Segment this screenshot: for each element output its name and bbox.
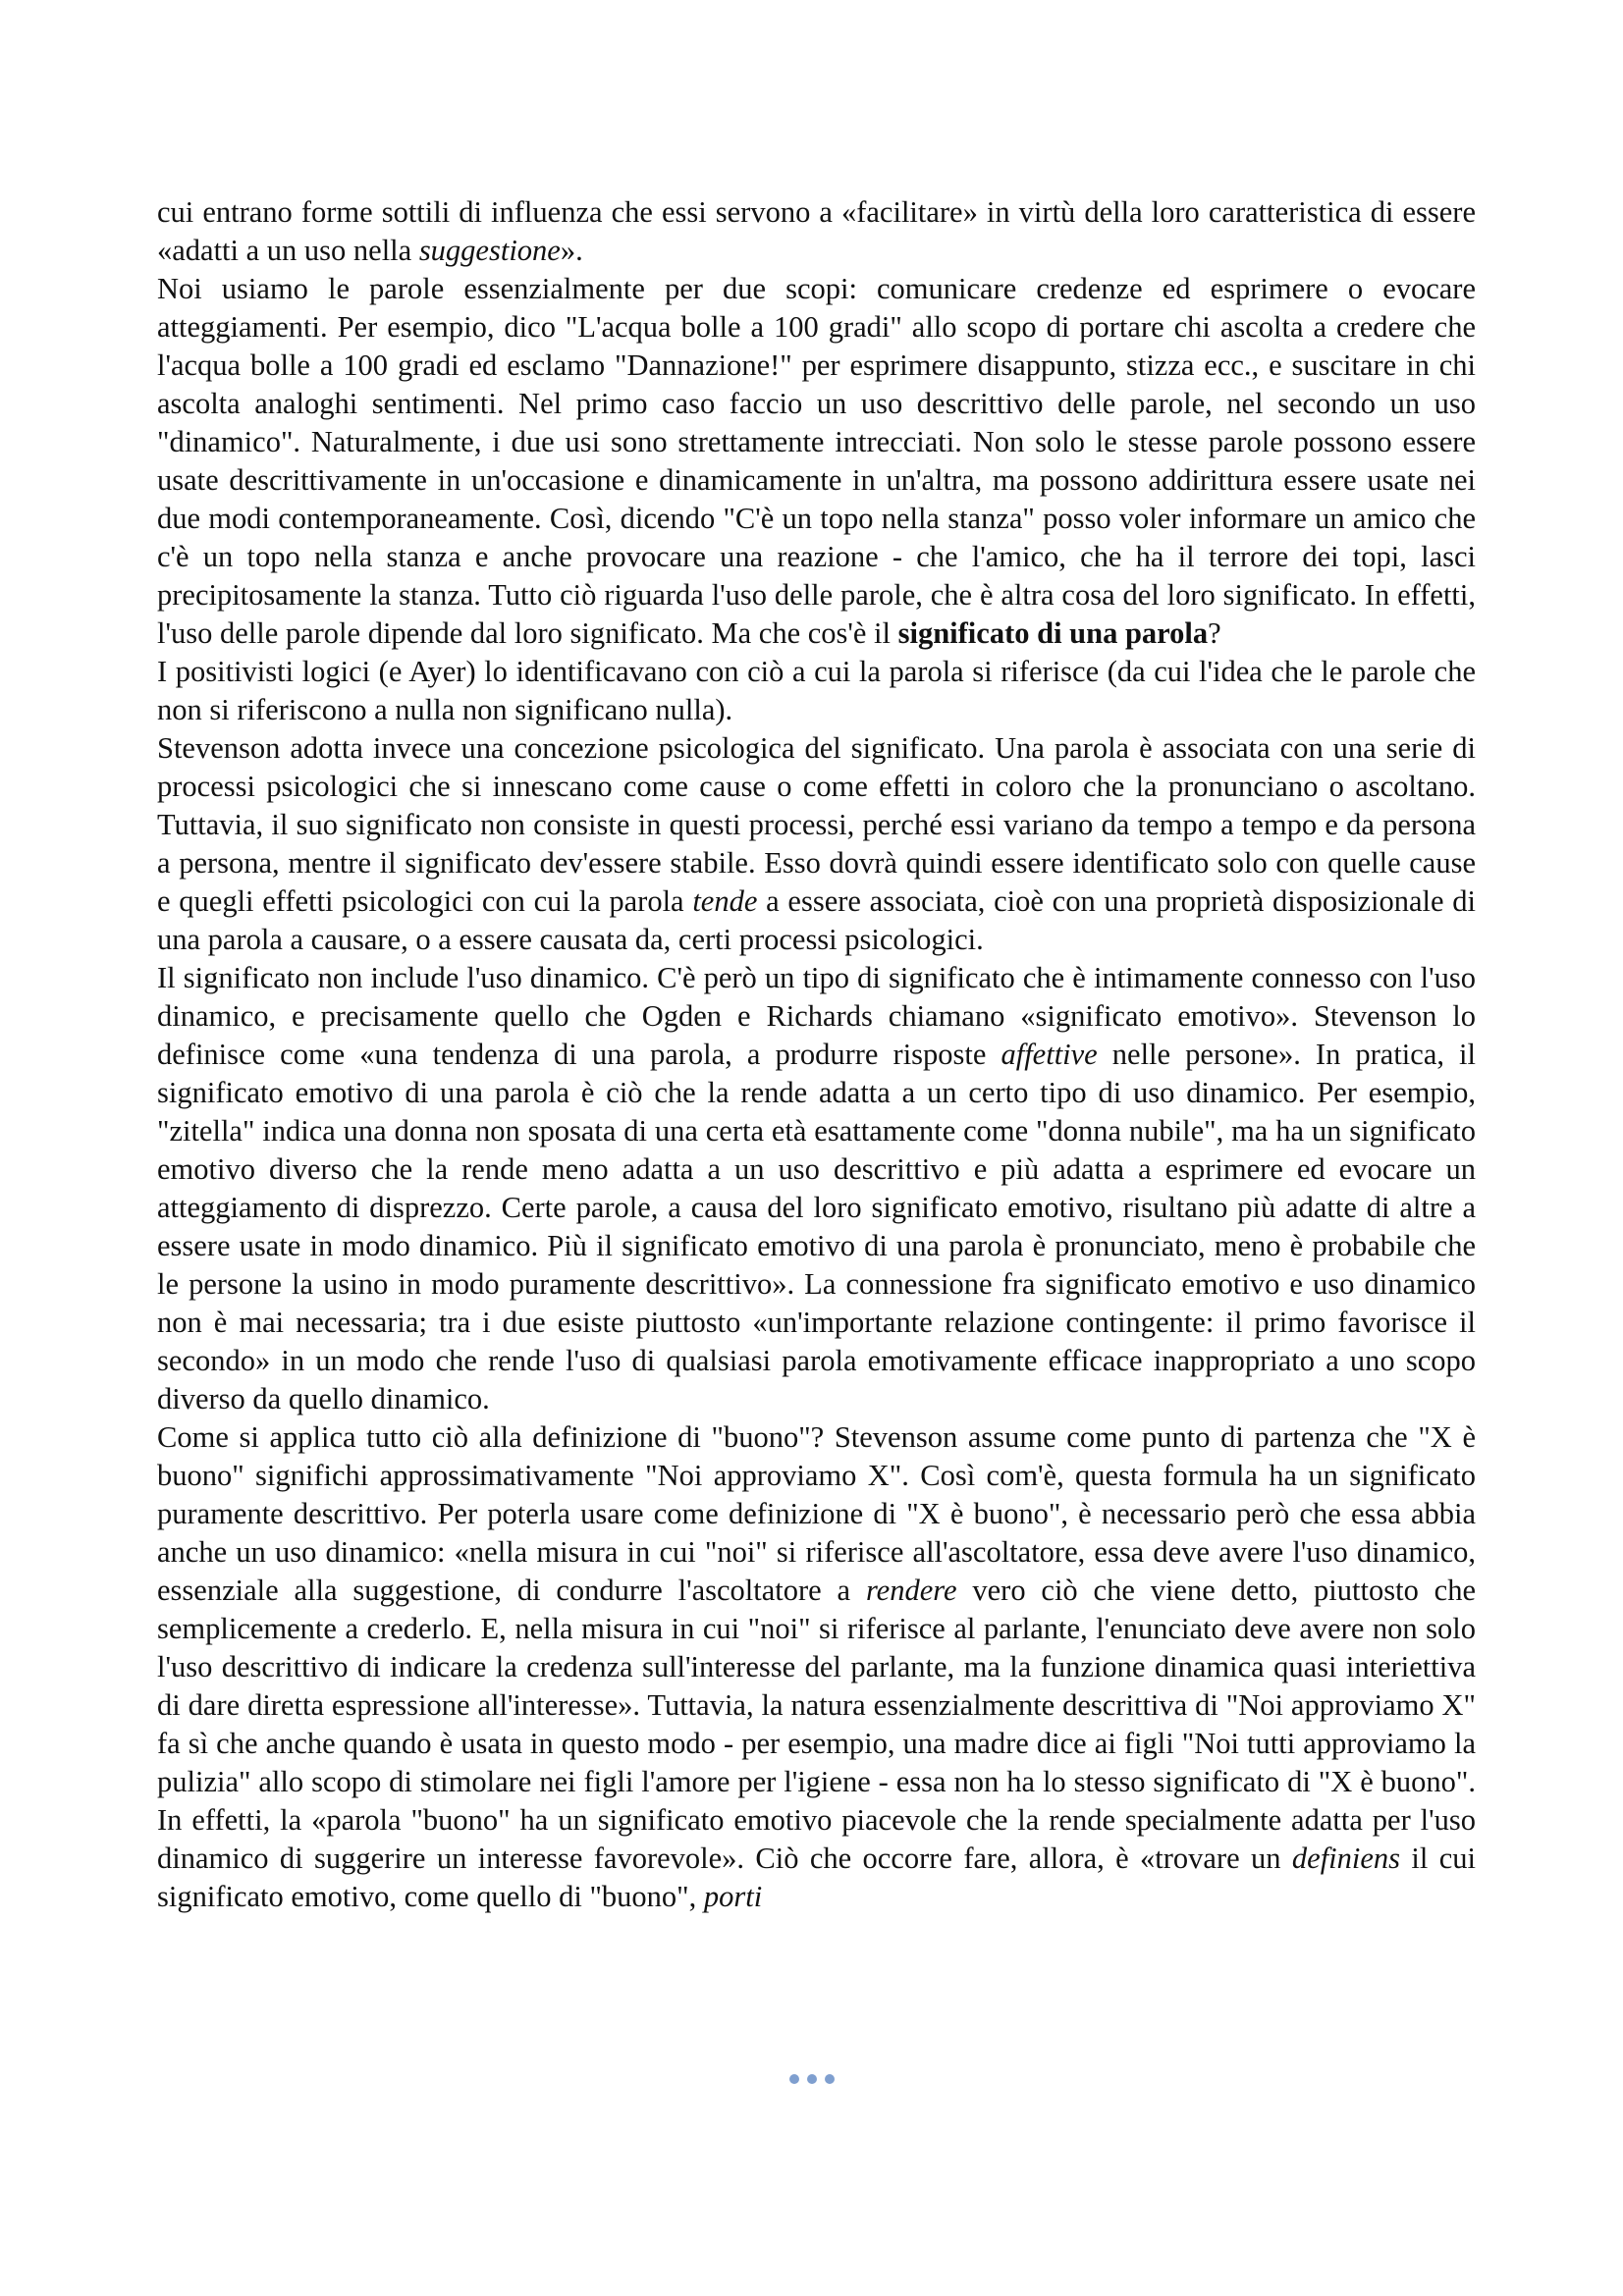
dot-1 xyxy=(789,2074,799,2084)
paragraph-2-bold: significato di una parola xyxy=(897,616,1209,650)
paragraph-1-end: ». xyxy=(560,234,583,267)
paragraph-6-italic-rendere: rendere xyxy=(865,1574,957,1607)
paragraph-2 xyxy=(157,270,1476,653)
paragraph-5-end: nelle persone». In pratica, il significato emotivo di una parola è ciò che la rende adatta a un certo tipo di uso dinamico. Per esempio, "zitella" indica una donna non sposata di una certa età esattamente come "donna nubile", ma ha un significato emotivo diverso che la rende meno adatta a un uso descrittivo e più adatta a esprimere ed evocare un atteggiamento di disprezzo. Certe parole, a causa del loro significato emotivo, risultano più adatte di altre a essere usate in modo dinamico. Più il significato emotivo di una parola è pronunciato, meno è probabile che le persone la usino in modo puramente descrittivo». La connessione fra significato emotivo e uso dinamico non è mai necessaria; tra i due esiste piuttosto «un'importante relazione contingente: il primo favorisce il secondo» in un modo che rende l'uso di qualsiasi parola emotivamente efficace inappropriato a uno scopo diverso da quello dinamico. xyxy=(157,1038,1476,1415)
dot-2 xyxy=(807,2074,817,2084)
paragraph-4-italic: tende xyxy=(692,884,758,918)
paragraph-6 xyxy=(157,1418,1476,1916)
paragraph-6-italic-definiens: definiens xyxy=(1291,1842,1401,1875)
paragraph-3: I positivisti logici (e Ayer) lo identificavano con ciò a cui la parola si riferisce (da cui l'idea che le parole che non si riferiscono a nulla non significano nulla). xyxy=(157,655,1476,726)
paragraph-1-text: cui entrano forme sottili di influenza che essi servono a «facilitare» in virtù della loro caratteristica di essere «adatti a un uso nella xyxy=(157,195,1476,267)
paragraph-5-italic: affettive xyxy=(1001,1038,1098,1071)
paragraph-6-italic-porti: porti xyxy=(703,1880,763,1913)
more-dots-icon xyxy=(0,2071,1623,2091)
paragraph-5-text: Il significato non include l'uso dinamico. C'è però un tipo di significato che è intimamente connesso con l'uso dinamico, e precisamente quello che Ogden e Richards chiamano «significato emotivo». Stevenson lo definisce come «una tendenza di una parola, a produrre risposte xyxy=(157,961,1476,1071)
document-page xyxy=(157,193,1476,1916)
paragraph-6-text-2: vero ciò che viene detto, piuttosto che semplicemente a crederlo. E, nella misura in cui "noi" si riferisce al parlante, l'enunciato deve avere non solo l'uso descrittivo di indicare la credenza sull'interesse del parlante, ma la funzione dinamica quasi interiettiva di dare diretta espressione all'interesse». Tuttavia, la natura essenzialmente descrittiva di "Noi approviamo X" fa sì che anche quando è usata in questo modo - per esempio, una madre dice ai figli "Noi tutti approviamo la pulizia" allo scopo di stimolare nei figli l'amore per l'igiene - essa non ha lo stesso significato di "X è buono". In effetti, la «parola "buono" ha un significato emotivo piacevole che la rende specialmente adatta per l'uso dinamico di suggerire un interesse favorevole». Ciò che occorre fare, allora, è «trovare un xyxy=(157,1574,1476,1875)
paragraph-4 xyxy=(157,729,1476,959)
paragraph-4-text: Stevenson adotta invece una concezione psicologica del significato. Una parola è associata con una serie di processi psicologici che si innescano come cause o come effetti in coloro che la pronunciano o ascoltano. Tuttavia, il suo significato non consiste in questi processi, perché essi variano da tempo a tempo e da persona a persona, mentre il significato dev'essere stabile. Esso dovrà quindi essere identificato solo con quelle cause e quegli effetti psicologici con cui la parola xyxy=(157,731,1476,918)
dot-3 xyxy=(825,2074,835,2084)
paragraph-6-text: Come si applica tutto ciò alla definizione di "buono"? Stevenson assume come punto di partenza che "X è buono" significhi approssimativamente "Noi approviamo X". Così com'è, questa formula ha un significato puramente descrittivo. Per poterla usare come definizione di "X è buono", è necessario però che essa abbia anche un uso dinamico: «nella misura in cui "noi" si riferisce all'ascoltatore, essa deve avere l'uso dinamico, essenziale alla suggestione, di condurre l'ascoltatore a xyxy=(157,1420,1476,1607)
paragraph-4-end: a essere associata, cioè con una proprietà disposizionale di una parola a causare, o a essere causata da, certi processi psicologici. xyxy=(157,884,1477,956)
paragraph-1-italic: suggestione xyxy=(418,234,561,267)
paragraph-5 xyxy=(157,959,1476,1418)
paragraph-1 xyxy=(157,193,1476,270)
paragraph-2-end: ? xyxy=(1208,616,1221,650)
paragraph-2-text: Noi usiamo le parole essenzialmente per due scopi: comunicare credenze ed esprimere o evocare atteggiamenti. Per esempio, dico "L'acqua bolle a 100 gradi" allo scopo di portare chi ascolta a credere che l'acqua bolle a 100 gradi ed esclamo "Dannazione!" per esprimere disappunto, stizza ecc., e suscitare in chi ascolta analoghi sentimenti. Nel primo caso faccio un uso descrittivo delle parole, nel secondo un uso "dinamico". Naturalmente, i due usi sono strettamente intrecciati. Non solo le stesse parole possono essere usate descrittivamente in un'occasione e dinamicamente in un'altra, ma possono addirittura essere usate nei due modi contemporaneamente. Così, dicendo "C'è un topo nella stanza" posso voler informare un amico che c'è un topo nella stanza e anche provocare una reazione - che l'amico, che ha il terrore dei topi, lasci precipitosamente la stanza. Tutto ciò riguarda l'uso delle parole, che è altra cosa del loro significato. In effetti, l'uso delle parole dipende dal loro significato. Ma che cos'è il xyxy=(157,272,1476,650)
paragraph-6-text-3: il cui significato emotivo, come quello di "buono", xyxy=(157,1842,1476,1913)
